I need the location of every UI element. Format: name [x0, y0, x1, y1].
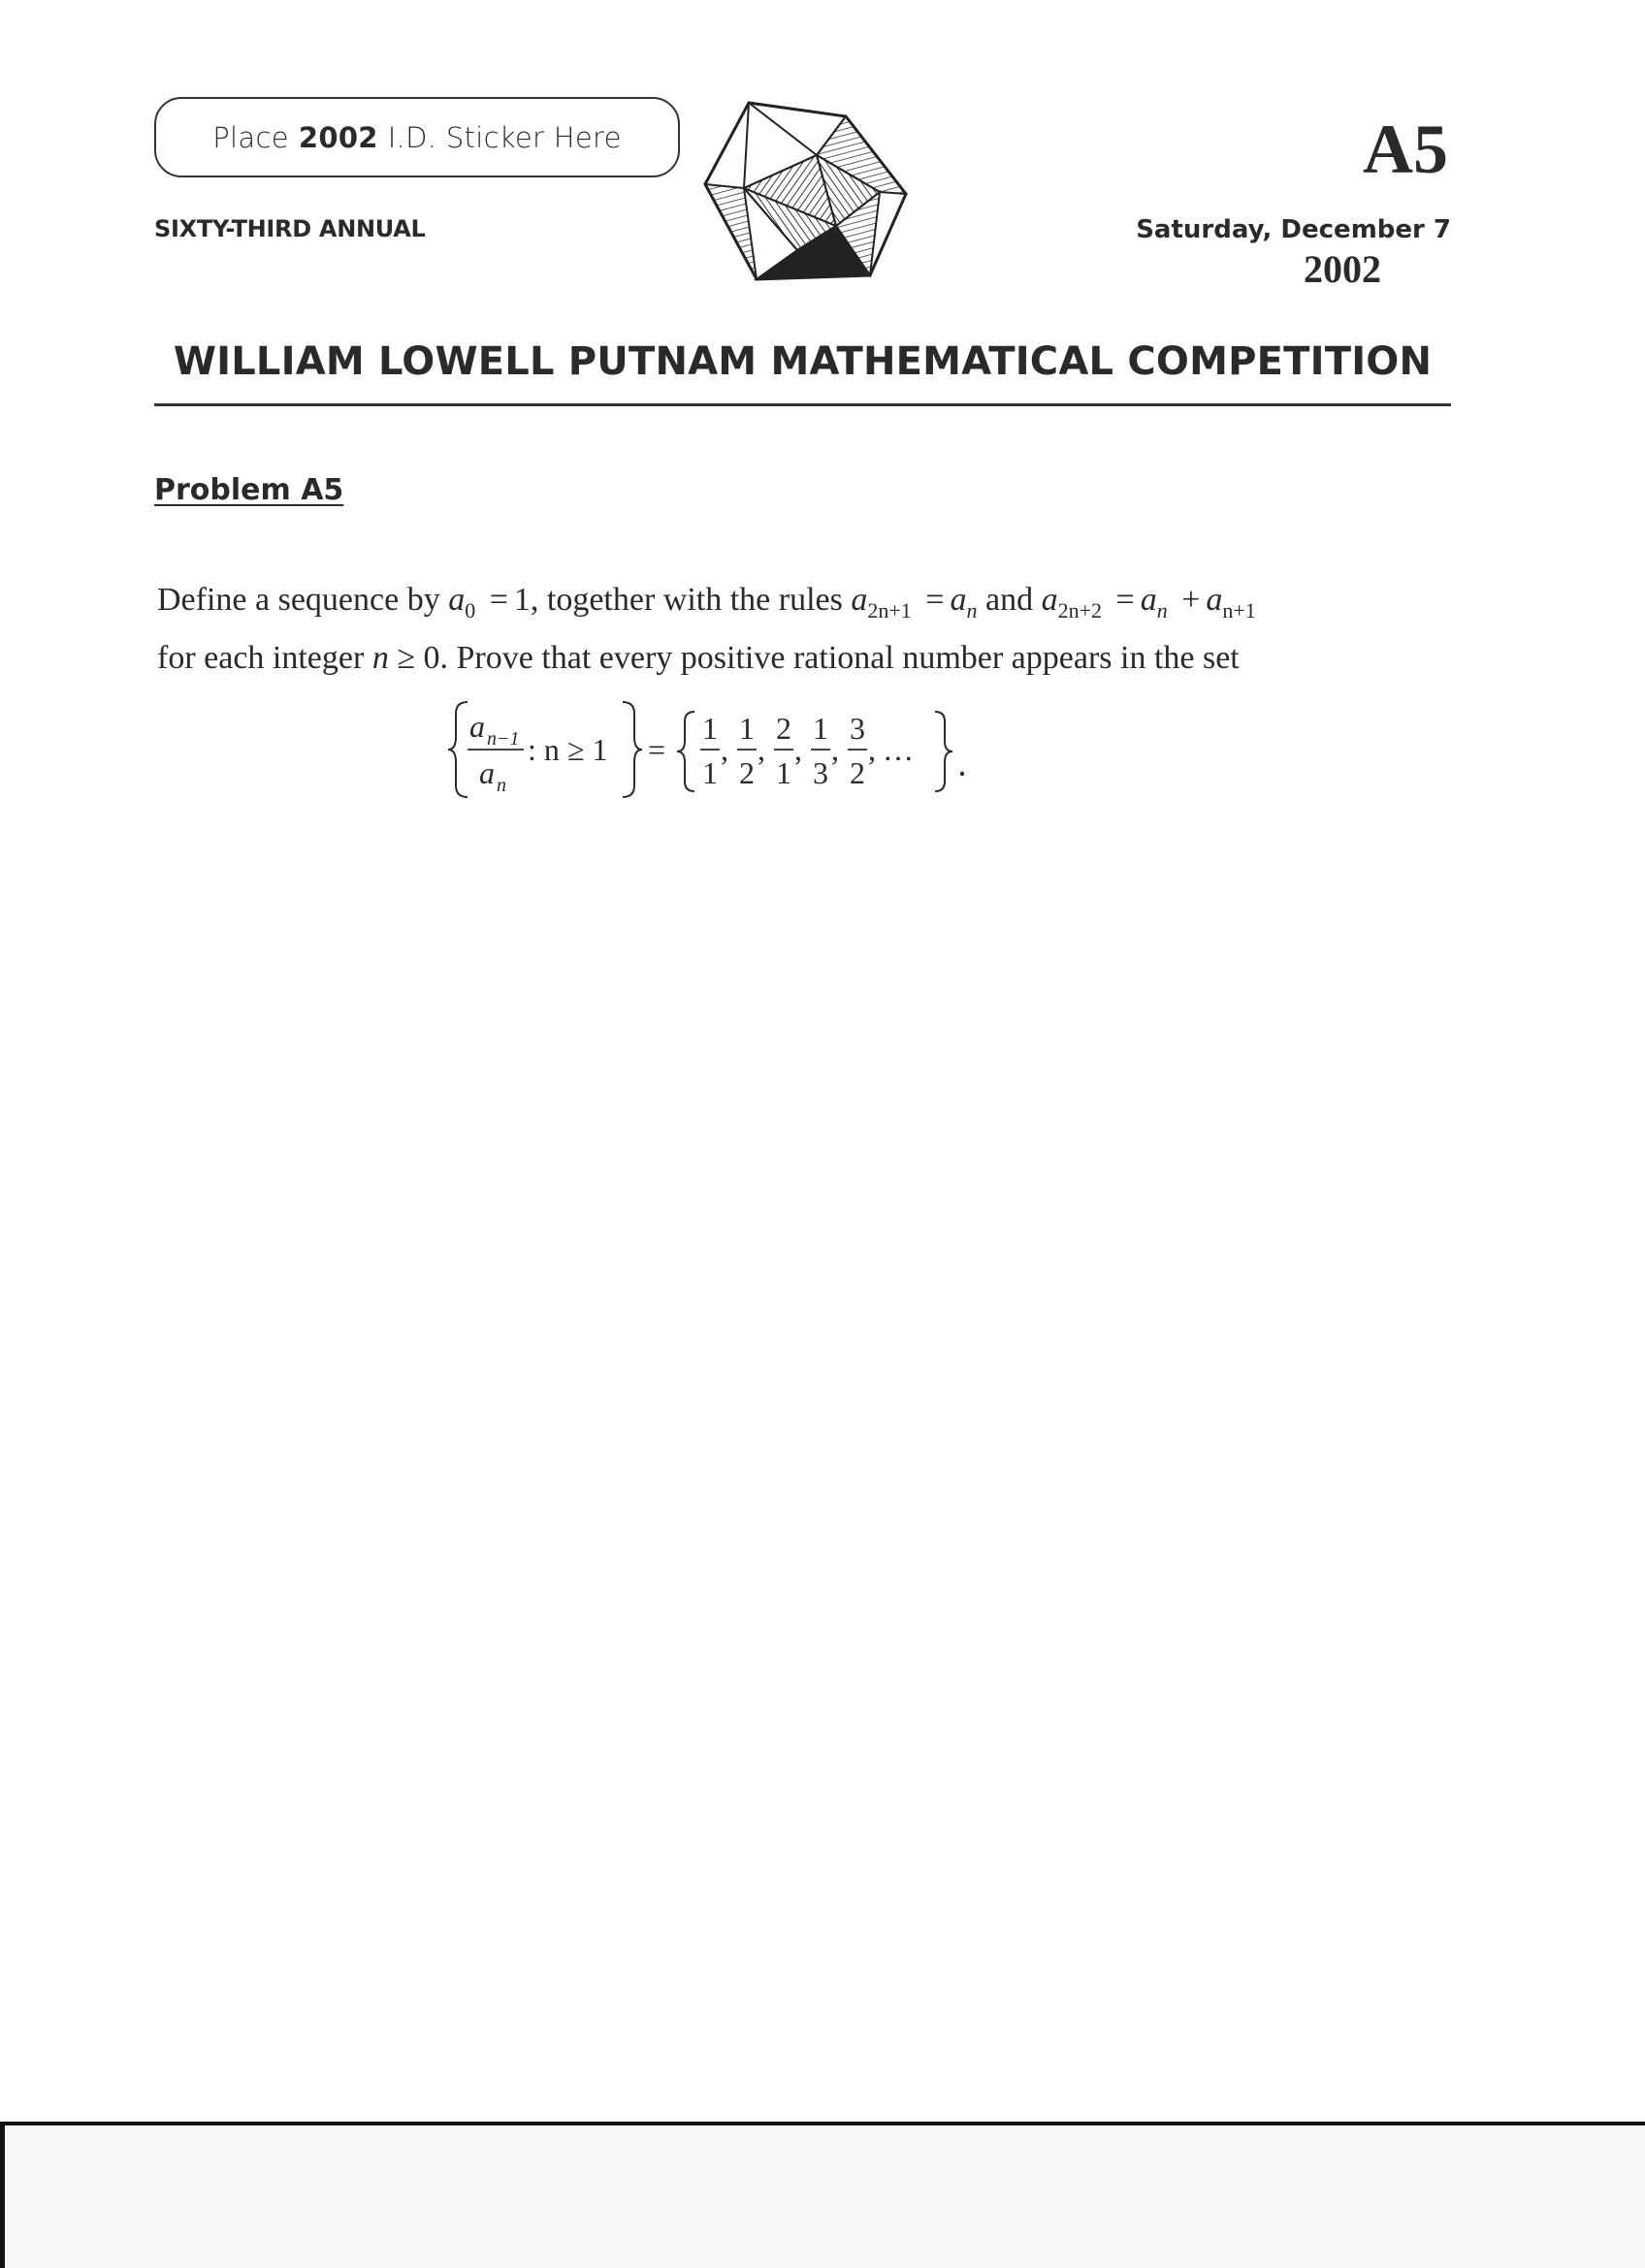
fraction-comma: , — [794, 732, 802, 767]
sticker-prefix: Place — [212, 120, 289, 154]
period — [960, 772, 964, 776]
problem-text: and — [984, 582, 1034, 618]
math-num: 0 — [423, 640, 440, 676]
scan-bottom-area — [0, 2125, 1645, 2268]
math-sub: 2n+2 — [1057, 598, 1102, 623]
frac-numerator-sub: n−1 — [487, 728, 520, 750]
problem-heading: Problem A5 — [154, 473, 344, 507]
list-left-brace — [677, 712, 694, 791]
fraction-denominator: 2 — [850, 755, 865, 790]
fraction-comma: , — [868, 732, 876, 767]
math-sub: 0 — [465, 598, 476, 623]
ellipsis: … — [883, 732, 914, 767]
frac-numerator: a — [469, 709, 485, 744]
exam-year: 2002 — [1304, 247, 1381, 291]
fraction-comma: , — [721, 732, 728, 767]
problem-code: A5 — [1363, 111, 1448, 188]
math-var: a — [851, 582, 868, 618]
title-rule — [154, 403, 1451, 406]
fraction-denominator: 1 — [776, 755, 791, 790]
sticker-suffix: I.D. Sticker Here — [387, 120, 622, 154]
math-var: a — [448, 582, 466, 618]
math-op: = — [1115, 582, 1135, 618]
set-display-equation — [448, 696, 972, 803]
math-var: a — [1206, 582, 1223, 618]
math-op: ≥ — [397, 640, 415, 676]
math-var: a — [1041, 582, 1058, 618]
set-condition: : n ≥ 1 — [528, 732, 608, 767]
math-sub: n+1 — [1222, 598, 1256, 623]
fraction-denominator: 2 — [739, 755, 755, 790]
math-op: = — [925, 582, 945, 618]
scan-edge-line — [0, 2122, 1645, 2125]
problem-line-1 — [157, 582, 1256, 623]
fraction-comma: , — [758, 732, 765, 767]
sticker-year: 2002 — [298, 120, 378, 154]
problem-text: . Prove that every positive rational number appears in the set — [439, 640, 1240, 676]
fraction-list — [700, 711, 876, 790]
math-sub: n — [1156, 598, 1168, 623]
left-brace — [448, 702, 468, 797]
fraction-numerator: 2 — [776, 711, 791, 746]
math-sub: 2n+1 — [867, 598, 912, 623]
math-sub: n — [966, 598, 978, 623]
problem-text: for each integer — [157, 640, 365, 676]
math-op: = — [489, 582, 508, 618]
problem-text: Define a sequence by — [157, 582, 440, 618]
math-num: 1 — [513, 582, 531, 618]
math-var: n — [371, 640, 389, 676]
page-title: WILLIAM LOWELL PUTNAM MATHEMATICAL COMPETITION — [173, 339, 1433, 384]
fraction-comma: , — [831, 732, 839, 767]
fraction-denominator: 1 — [702, 755, 718, 790]
fraction-denominator: 3 — [813, 755, 828, 790]
icosahedron-logo-icon — [700, 95, 912, 281]
frac-denominator: a — [479, 755, 495, 790]
fraction-numerator: 1 — [702, 711, 718, 746]
id-sticker-box — [154, 97, 680, 177]
scan-edge-left — [0, 2122, 5, 2268]
problem-text: , together with the rules — [530, 582, 843, 618]
fraction-numerator: 1 — [739, 711, 755, 746]
annual-label: SIXTY-THIRD ANNUAL — [154, 215, 426, 242]
math-op: + — [1181, 582, 1201, 618]
equals-sign: = — [648, 732, 666, 767]
fraction-numerator: 3 — [850, 711, 865, 746]
list-right-brace — [935, 712, 952, 791]
math-var: a — [1140, 582, 1157, 618]
frac-denominator-sub: n — [497, 775, 506, 796]
math-var: a — [950, 582, 967, 618]
problem-line-2 — [157, 640, 1240, 677]
right-brace — [623, 702, 642, 797]
exam-date: Saturday, December 7 — [1136, 215, 1451, 244]
fraction-numerator: 1 — [813, 711, 828, 746]
